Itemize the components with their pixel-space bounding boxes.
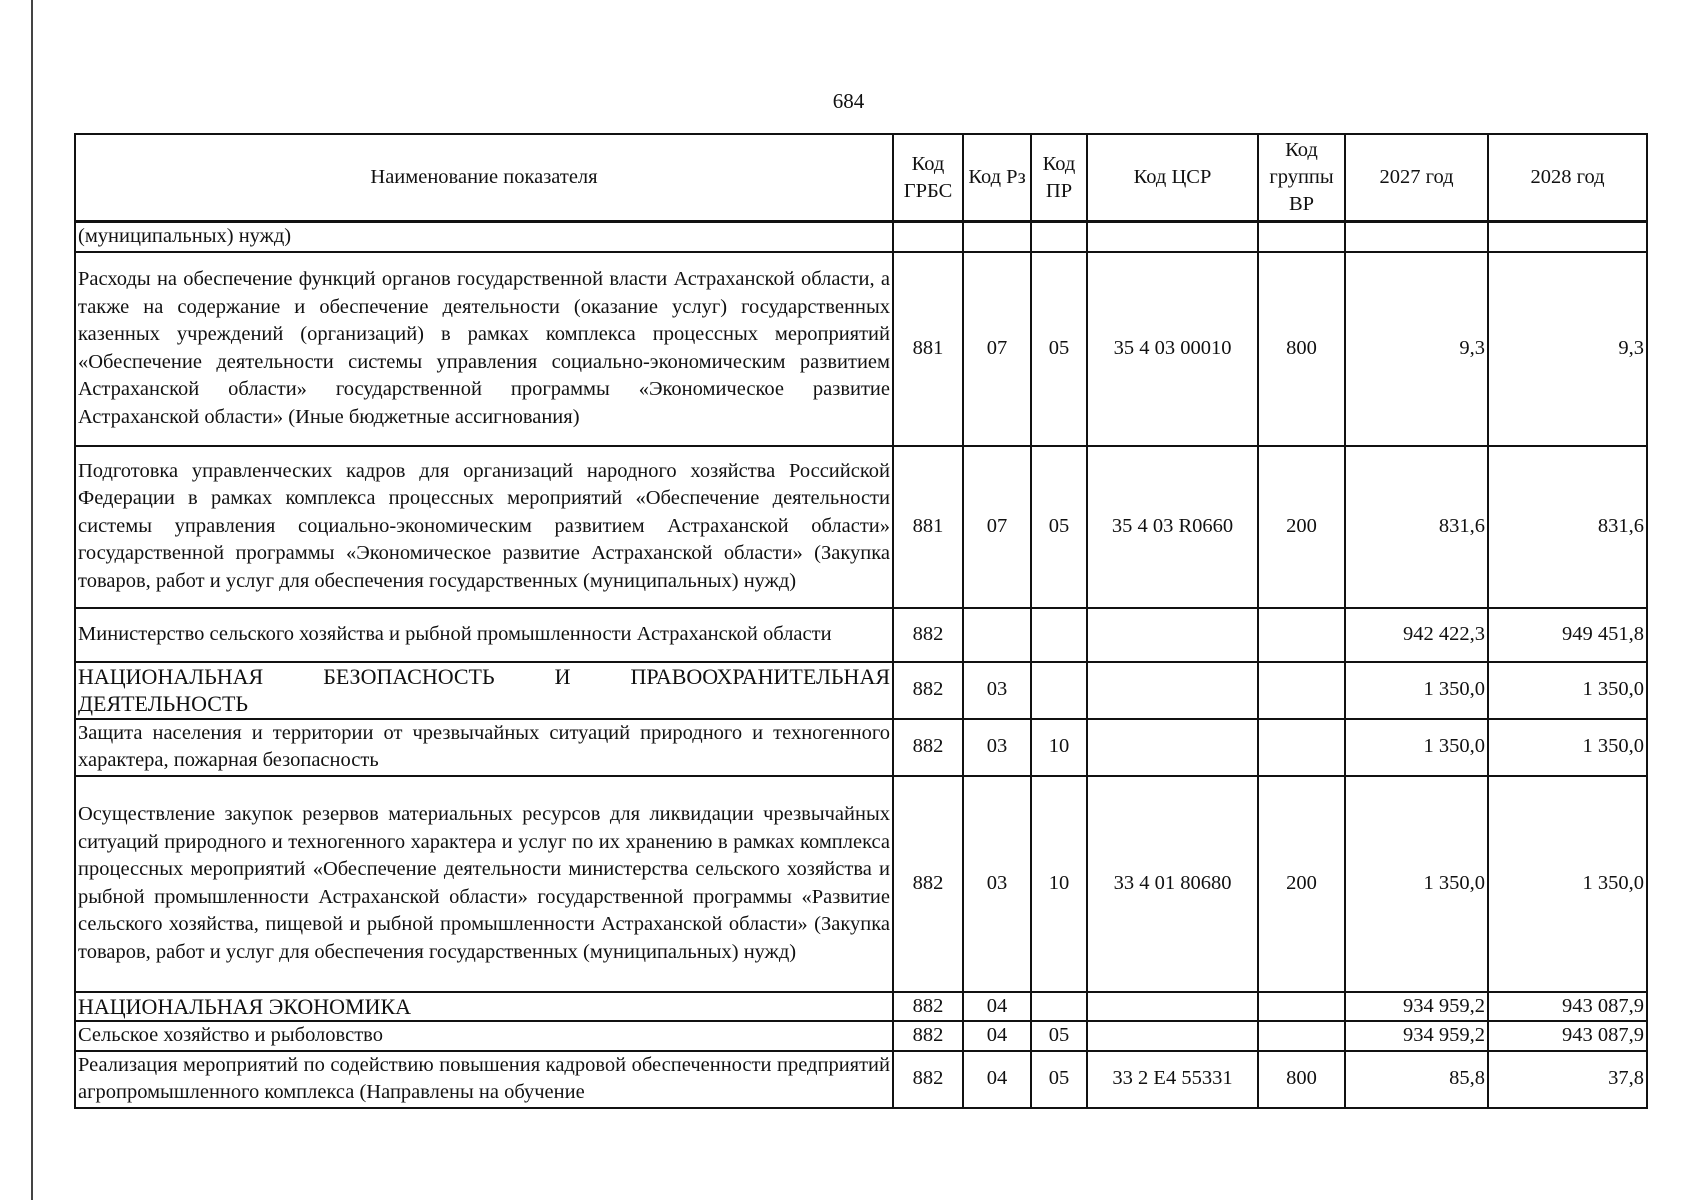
cell-csr: 33 2 Е4 55331 — [1087, 1051, 1258, 1108]
page-number: 684 — [832, 89, 865, 113]
cell-rz: 04 — [963, 1021, 1031, 1051]
table-row — [75, 776, 1647, 992]
cell-2027: 1 350,0 — [1345, 776, 1488, 992]
cell-grbs: 882 — [893, 662, 963, 719]
cell-2027: 831,6 — [1345, 446, 1488, 608]
table-row — [75, 662, 1647, 719]
cell-2027: 85,8 — [1345, 1051, 1488, 1108]
budget-table — [74, 133, 1648, 1109]
cell-rz — [963, 222, 1031, 252]
cell-pr — [1031, 662, 1087, 719]
cell-grbs: 882 — [893, 992, 963, 1022]
cell-csr — [1087, 608, 1258, 662]
cell-name: Министерство сельского хозяйства и рыбной промышленности Астраханской области — [75, 608, 893, 662]
cell-csr: 35 4 03 00010 — [1087, 252, 1258, 446]
cell-name: (муниципальных) нужд) — [75, 222, 893, 252]
cell-vr: 200 — [1258, 776, 1345, 992]
cell-vr: 800 — [1258, 252, 1345, 446]
page-margin-rule — [31, 0, 33, 1200]
cell-rz: 03 — [963, 719, 1031, 776]
cell-rz: 07 — [963, 252, 1031, 446]
cell-grbs: 882 — [893, 1051, 963, 1108]
header-pr: Код ПР — [1031, 134, 1087, 222]
cell-grbs: 881 — [893, 446, 963, 608]
cell-csr: 35 4 03 R0660 — [1087, 446, 1258, 608]
header-rz: Код Рз — [963, 134, 1031, 222]
cell-2028: 943 087,9 — [1488, 992, 1647, 1022]
cell-grbs: 882 — [893, 608, 963, 662]
cell-pr: 10 — [1031, 776, 1087, 992]
cell-2028: 37,8 — [1488, 1051, 1647, 1108]
cell-rz: 03 — [963, 662, 1031, 719]
table-header — [75, 134, 1647, 222]
cell-2028: 1 350,0 — [1488, 662, 1647, 719]
cell-name: Осуществление закупок резервов материальных ресурсов для ликвидации чрезвычайных ситуаций природного и техногенного характера и услуг по их хранению в рамках комплекса процессных мероприятий «Обеспечение деятельности министерства сельского хозяйства и рыбной промышленности Астраханской области» государственной программы «Развитие сельского хозяйства, пищевой и рыбной промышленности Астраханской области» (Закупка товаров, работ и услуг для обеспечения государственных (муниципальных) нужд) — [75, 776, 893, 992]
header-csr: Код ЦСР — [1087, 134, 1258, 222]
cell-name: Подготовка управленческих кадров для организаций народного хозяйства Российской Федерации в рамках комплекса процессных мероприятий «Обеспечение деятельности системы управления социально-экономическим развитием Астраханской области» государственной программы «Экономическое развитие Астраханской области» (Закупка товаров, работ и услуг для обеспечения государственных (муниципальных) нужд) — [75, 446, 893, 608]
cell-grbs: 881 — [893, 252, 963, 446]
header-name: Наименование показателя — [75, 134, 893, 222]
cell-vr — [1258, 662, 1345, 719]
cell-vr — [1258, 222, 1345, 252]
cell-name: НАЦИОНАЛЬНАЯ ЭКОНОМИКА — [75, 992, 893, 1022]
cell-pr: 05 — [1031, 1051, 1087, 1108]
cell-name: Расходы на обеспечение функций органов государственной власти Астраханской области, а также на содержание и обеспечение деятельности (оказание услуг) государственных казенных учреждений (организаций) в рамках комплекса процессных мероприятий «Обеспечение деятельности системы управления социально-экономическим развитием Астраханской области» государственной программы «Экономическое развитие Астраханской области» (Иные бюджетные ассигнования) — [75, 252, 893, 446]
cell-2028: 1 350,0 — [1488, 776, 1647, 992]
cell-vr — [1258, 719, 1345, 776]
cell-2028: 831,6 — [1488, 446, 1647, 608]
cell-pr: 05 — [1031, 446, 1087, 608]
cell-2028: 949 451,8 — [1488, 608, 1647, 662]
cell-2028: 1 350,0 — [1488, 719, 1647, 776]
cell-2027: 1 350,0 — [1345, 719, 1488, 776]
header-vr: Код группы ВР — [1258, 134, 1345, 222]
cell-csr — [1087, 662, 1258, 719]
table-row — [75, 719, 1647, 776]
header-grbs: Код ГРБС — [893, 134, 963, 222]
cell-2027: 934 959,2 — [1345, 1021, 1488, 1051]
cell-rz: 04 — [963, 992, 1031, 1022]
table-row — [75, 1051, 1647, 1108]
table-body — [75, 222, 1647, 1108]
cell-grbs: 882 — [893, 1021, 963, 1051]
cell-pr: 05 — [1031, 252, 1087, 446]
cell-2027: 934 959,2 — [1345, 992, 1488, 1022]
cell-rz: 04 — [963, 1051, 1031, 1108]
table-row — [75, 446, 1647, 608]
cell-csr — [1087, 1021, 1258, 1051]
cell-2027 — [1345, 222, 1488, 252]
cell-vr: 800 — [1258, 1051, 1345, 1108]
cell-grbs: 882 — [893, 719, 963, 776]
cell-pr: 10 — [1031, 719, 1087, 776]
header-2028: 2028 год — [1488, 134, 1647, 222]
cell-pr: 05 — [1031, 1021, 1087, 1051]
cell-csr — [1087, 992, 1258, 1022]
cell-vr — [1258, 1021, 1345, 1051]
cell-2027: 1 350,0 — [1345, 662, 1488, 719]
table-row — [75, 608, 1647, 662]
cell-2027: 9,3 — [1345, 252, 1488, 446]
cell-rz: 03 — [963, 776, 1031, 992]
cell-vr — [1258, 992, 1345, 1022]
cell-rz: 07 — [963, 446, 1031, 608]
cell-csr: 33 4 01 80680 — [1087, 776, 1258, 992]
cell-2028: 943 087,9 — [1488, 1021, 1647, 1051]
cell-pr — [1031, 992, 1087, 1022]
cell-vr — [1258, 608, 1345, 662]
cell-grbs — [893, 222, 963, 252]
cell-name: НАЦИОНАЛЬНАЯ БЕЗОПАСНОСТЬ И ПРАВООХРАНИТЕЛЬНАЯ ДЕЯТЕЛЬНОСТЬ — [75, 662, 893, 719]
cell-name: Сельское хозяйство и рыболовство — [75, 1021, 893, 1051]
cell-csr — [1087, 222, 1258, 252]
cell-name: Реализация мероприятий по содействию повышения кадровой обеспеченности предприятий агропромышленного комплекса (Направлены на обучение — [75, 1051, 893, 1108]
cell-2027: 942 422,3 — [1345, 608, 1488, 662]
cell-2028: 9,3 — [1488, 252, 1647, 446]
table-row — [75, 252, 1647, 446]
header-2027: 2027 год — [1345, 134, 1488, 222]
table-row — [75, 992, 1647, 1022]
cell-pr — [1031, 222, 1087, 252]
cell-pr — [1031, 608, 1087, 662]
cell-name: Защита населения и территории от чрезвычайных ситуаций природного и техногенного характера, пожарная безопасность — [75, 719, 893, 776]
cell-grbs: 882 — [893, 776, 963, 992]
cell-csr — [1087, 719, 1258, 776]
cell-vr: 200 — [1258, 446, 1345, 608]
table-row — [75, 222, 1647, 252]
table-row — [75, 1021, 1647, 1051]
cell-rz — [963, 608, 1031, 662]
cell-2028 — [1488, 222, 1647, 252]
